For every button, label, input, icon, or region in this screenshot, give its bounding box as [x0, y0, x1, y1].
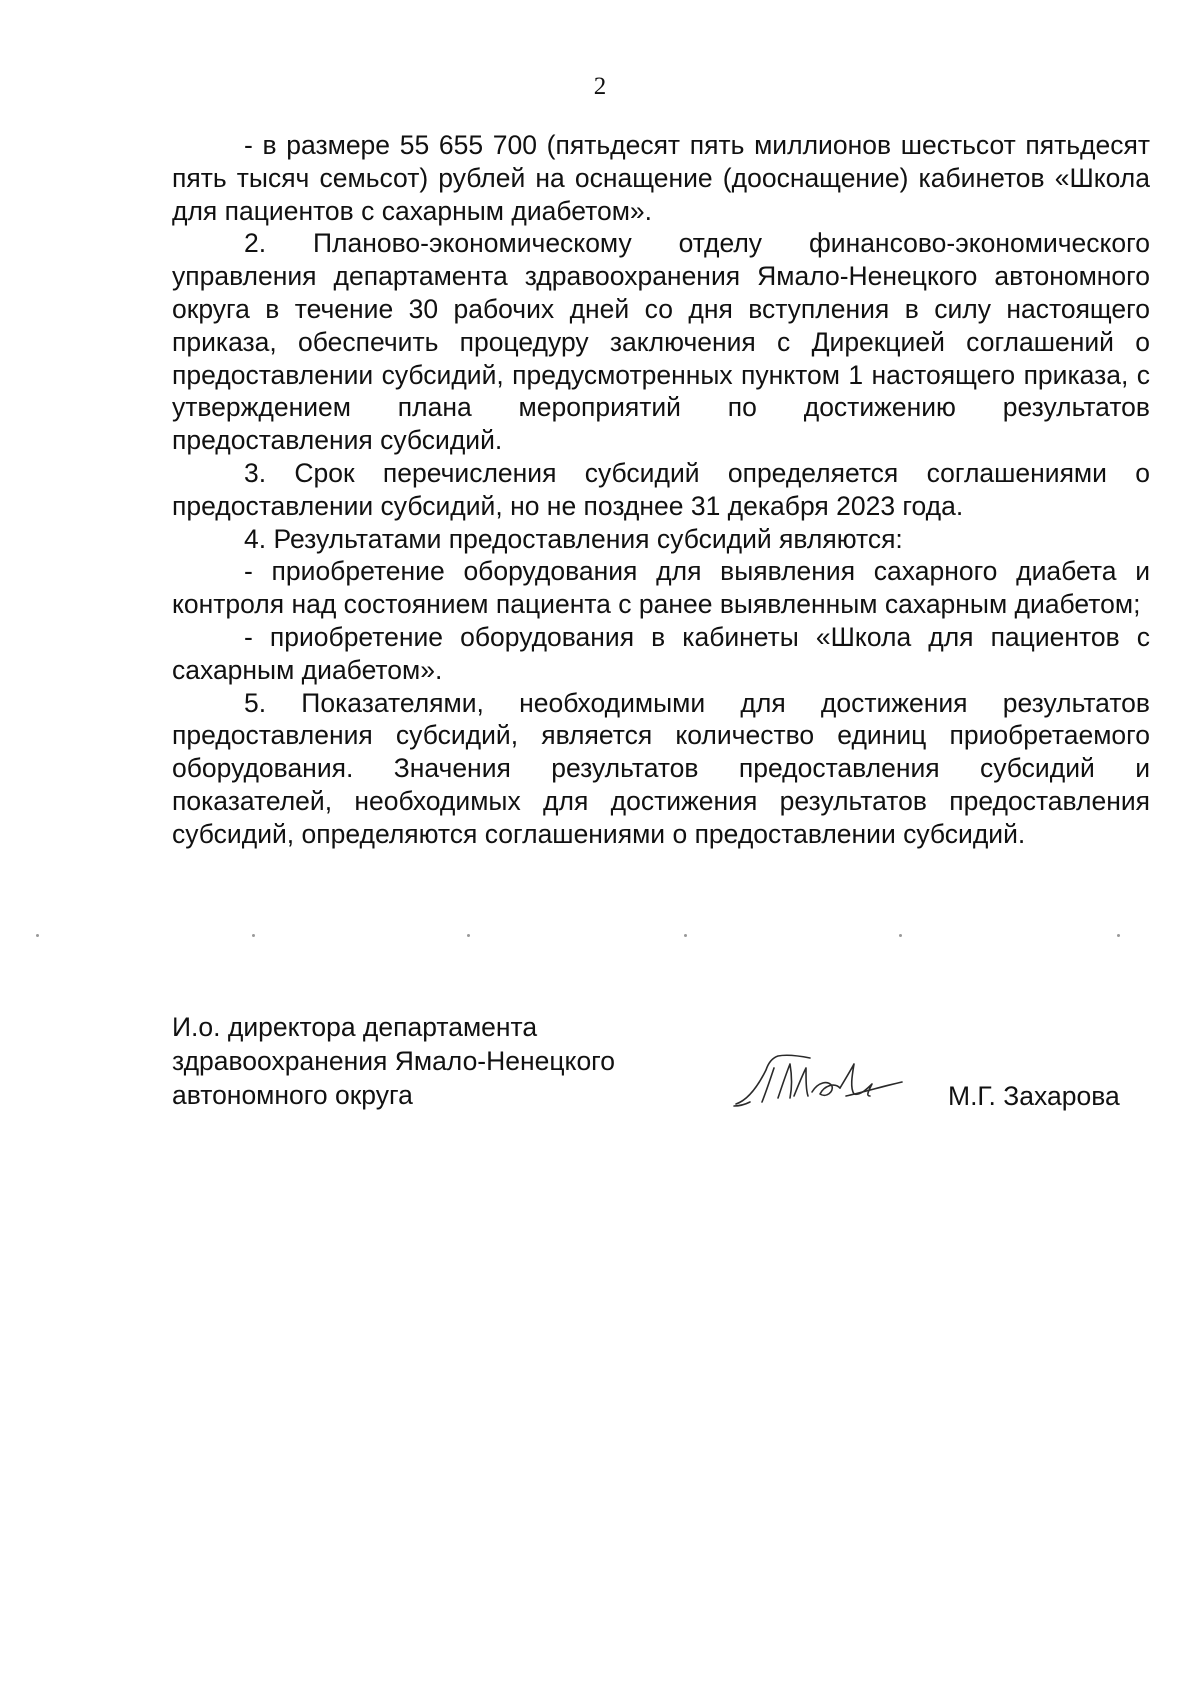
paragraph-result-equipment-school: - приобретение оборудования в кабинеты «Школа для пациентов с сахарным диабетом».	[172, 621, 1150, 685]
paragraph-subsidy-amount: - в размере 55 655 700 (пятьдесят пять миллионов шестьсот пятьдесят пять тысяч семьсот) рублей на оснащение (дооснащение) кабинетов «Школа для пациентов с сахарным диабетом».	[172, 130, 1150, 226]
signatory-position-line: автономного округа	[172, 1080, 413, 1110]
handwritten-signature	[728, 1046, 908, 1118]
signatory-position	[172, 1010, 615, 1112]
signatory-position-line: здравоохранения Ямало-Ненецкого	[172, 1046, 616, 1076]
signatory-position-line: И.о. директора департамента	[172, 1012, 538, 1042]
scan-dot	[252, 934, 255, 937]
scan-dots-divider	[0, 934, 1200, 940]
document-body	[172, 129, 1150, 851]
paragraph-item-4: 4. Результатами предоставления субсидий являются:	[244, 523, 903, 554]
scan-dot	[684, 934, 687, 937]
scan-dot	[1117, 934, 1120, 937]
signatory-name: М.Г. Захарова	[948, 1081, 1120, 1111]
scan-dot	[899, 934, 902, 937]
page-number: 2	[593, 73, 607, 100]
paragraph-item-2: 2. Планово-экономическому отделу финансово-экономического управления департамента здравоохранения Ямало-Ненецкого автономного округа в течение 30 рабочих дней со дня вступления в силу настоящего приказа, обеспечить процедуру заключения с Дирекцией соглашений о предоставлении субсидий, предусмотренных пунктом 1 настоящего приказа, с утверждением плана мероприятий по достижению результатов предоставления субсидий.	[172, 228, 1150, 456]
scan-dot	[36, 934, 39, 937]
scan-dot	[467, 934, 470, 937]
paragraph-item-5: 5. Показателями, необходимыми для достижения результатов предоставления субсидий, является количество единиц приобретаемого оборудования. Значения результатов предоставления субсидий и показателей, необходимых для достижения результатов предоставления субсидий, определяются соглашениями о предоставлении субсидий.	[172, 687, 1150, 849]
paragraph-result-equipment-detection: - приобретение оборудования для выявления сахарного диабета и контроля над состоянием пациента с ранее выявленным сахарным диабетом;	[172, 556, 1150, 620]
paragraph-item-3: 3. Срок перечисления субсидий определяется соглашениями о предоставлении субсидий, но не позднее 31 декабря 2023 года.	[172, 457, 1150, 521]
